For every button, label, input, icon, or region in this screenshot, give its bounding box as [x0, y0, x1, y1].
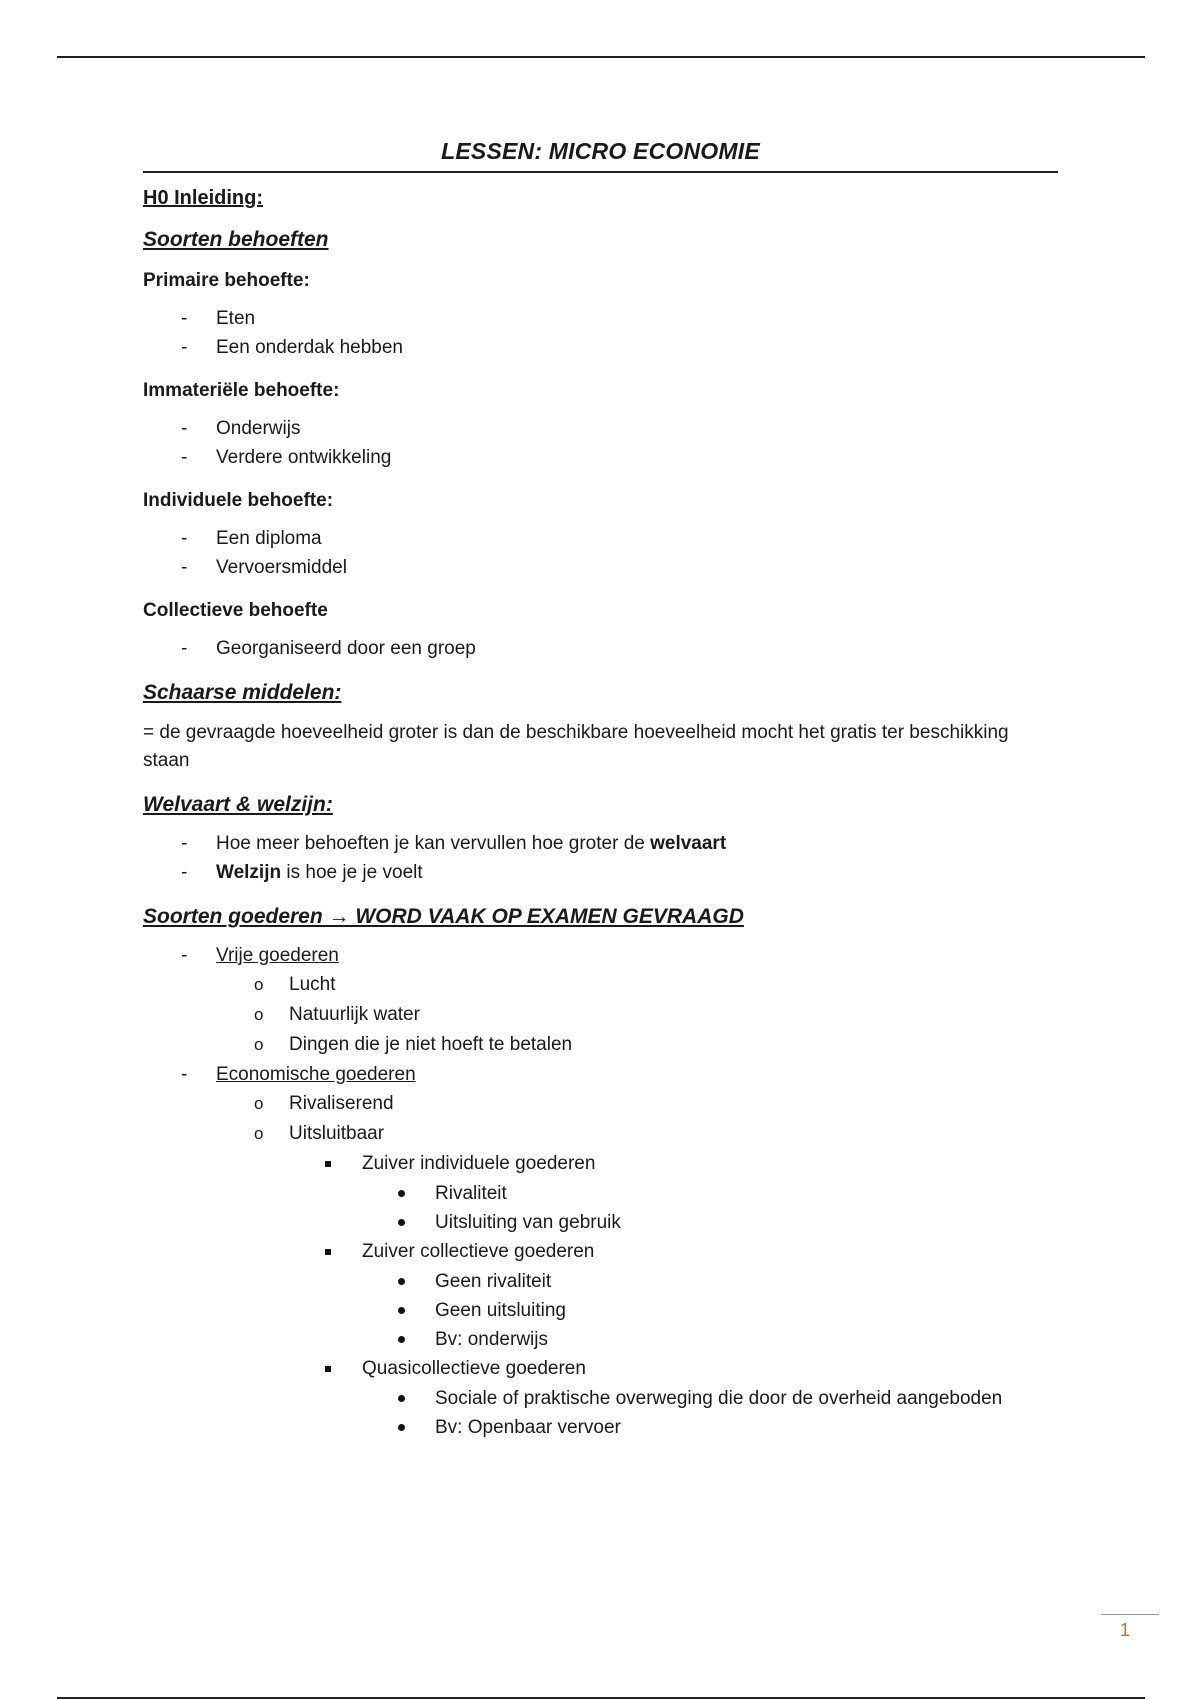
uitsluitbaar-label: Uitsluitbaar	[289, 1123, 385, 1144]
list-item: Bv: Openbaar vervoer	[362, 1413, 1058, 1442]
list-item: - Verdere ontwikkeling	[143, 443, 1058, 472]
list-individuele	[143, 524, 1058, 582]
list-item: o Natuurlijk water	[216, 1000, 1058, 1030]
section-heading-goederen: Soorten goederen → WORD VAAK OP EXAMEN GEVRAAGD	[143, 905, 744, 928]
list-item: Geen uitsluiting	[362, 1296, 1058, 1325]
list-immateriele	[143, 414, 1058, 472]
list-goederen	[143, 941, 1058, 1442]
list-item	[143, 941, 1058, 1060]
bold-term: Welzijn	[216, 862, 282, 883]
list-item	[143, 858, 1058, 887]
list-collectieve	[143, 634, 1058, 663]
list-economische	[216, 1089, 1058, 1442]
subheading-immateriele: Immateriële behoefte:	[143, 380, 340, 401]
list-item	[216, 1119, 1058, 1442]
schaarse-definition: = de gevraagde hoeveelheid groter is dan de beschikbare hoeveelheid mocht het gratis ter beschikking staan	[143, 722, 1009, 771]
chapter-heading: H0 Inleiding:	[143, 187, 263, 209]
economische-goederen-label: Economische goederen	[216, 1064, 416, 1085]
list-item: - Vervoersmiddel	[143, 553, 1058, 582]
list-item	[289, 1149, 1058, 1237]
top-border	[57, 56, 1145, 58]
list-item: Rivaliteit	[362, 1179, 1058, 1208]
list-item: o Dingen die je niet hoeft te betalen	[216, 1030, 1058, 1060]
list-item: o Lucht	[216, 970, 1058, 1000]
list-quasi	[362, 1384, 1058, 1442]
list-item: - Eten	[143, 304, 1058, 333]
document-body	[143, 138, 1058, 1442]
section-heading-schaarse: Schaarse middelen:	[143, 681, 342, 704]
list-item: Bv: onderwijs	[362, 1325, 1058, 1354]
list-item: - Onderwijs	[143, 414, 1058, 443]
list-item: o Rivaliserend	[216, 1089, 1058, 1119]
vrije-goederen-label: Vrije goederen	[216, 945, 339, 966]
section-heading-behoeften: Soorten behoeften	[143, 228, 329, 251]
list-uitsluitbaar	[289, 1149, 1058, 1442]
bottom-border	[57, 1697, 1145, 1699]
list-item: - Een diploma	[143, 524, 1058, 553]
list-item: - Een onderdak hebben	[143, 333, 1058, 362]
text-run: Hoe meer behoeften je kan vervullen hoe groter de	[216, 833, 651, 854]
page-number-rule	[1101, 1614, 1159, 1615]
list-item	[289, 1354, 1058, 1442]
text-run: is hoe je je voelt	[281, 862, 423, 883]
list-item: Uitsluiting van gebruik	[362, 1208, 1058, 1237]
list-item	[143, 829, 1058, 858]
list-item: Geen rivaliteit	[362, 1267, 1058, 1296]
list-welvaart	[143, 829, 1058, 887]
zuiver-individuele-label: Zuiver individuele goederen	[362, 1153, 596, 1174]
list-zuiver-collectieve	[362, 1267, 1058, 1354]
list-zuiver-individuele	[362, 1179, 1058, 1237]
bold-term: welvaart	[650, 833, 727, 854]
quasi-collectieve-label: Quasicollectieve goederen	[362, 1358, 586, 1379]
subheading-collectieve: Collectieve behoefte	[143, 600, 328, 621]
page-number: 1	[1120, 1620, 1131, 1640]
list-item: Sociale of praktische overweging die door de overheid aangeboden	[362, 1384, 1058, 1413]
subheading-primaire: Primaire behoefte:	[143, 270, 310, 291]
subheading-individuele: Individuele behoefte:	[143, 490, 334, 511]
list-vrije	[216, 970, 1058, 1060]
list-item	[143, 1060, 1058, 1442]
list-primaire	[143, 304, 1058, 362]
list-item: - Georganiseerd door een groep	[143, 634, 1058, 663]
zuiver-collectieve-label: Zuiver collectieve goederen	[362, 1241, 595, 1262]
section-heading-welvaart: Welvaart & welzijn:	[143, 793, 333, 816]
page-title: LESSEN: MICRO ECONOMIE	[143, 138, 1058, 173]
list-item	[289, 1237, 1058, 1354]
